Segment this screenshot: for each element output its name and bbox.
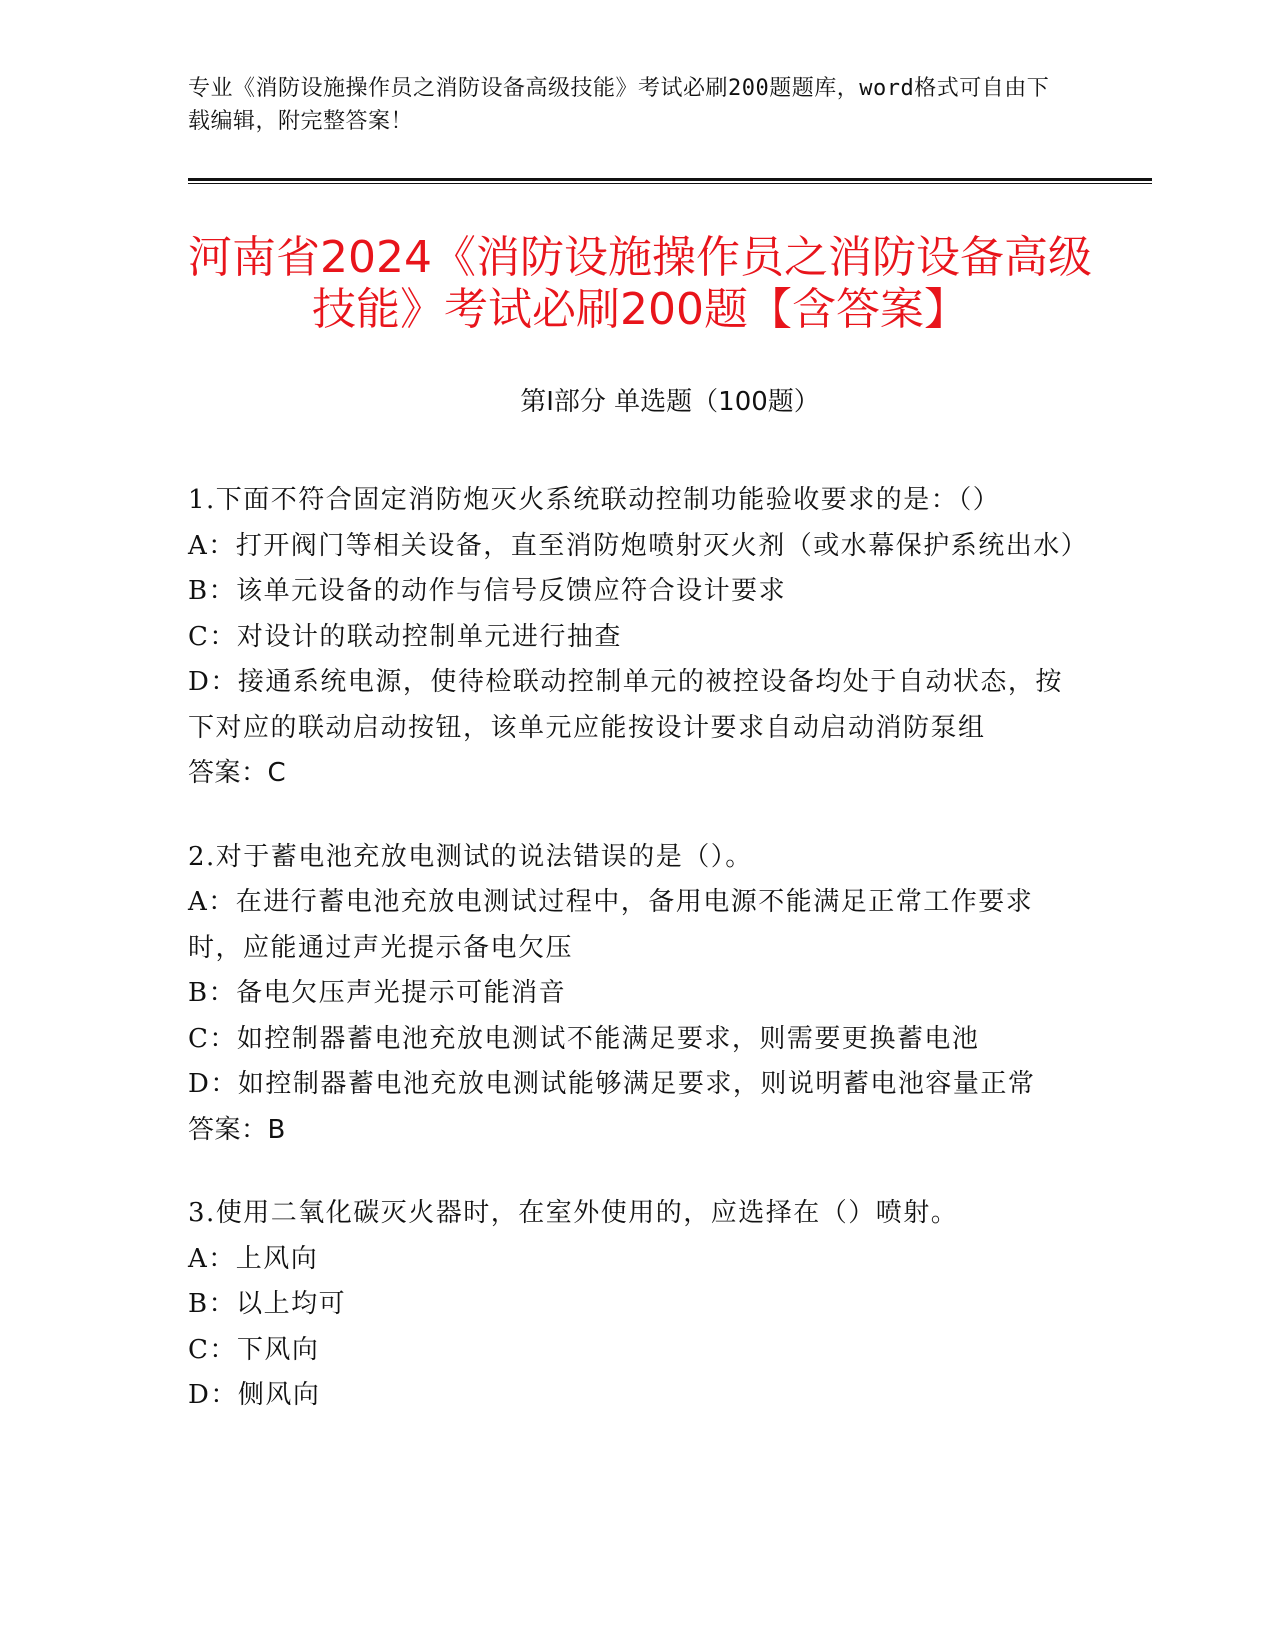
header-divider-thick — [188, 178, 1152, 181]
option-a: A：在进行蓄电池充放电测试过程中，备用电源不能满足正常工作要求时，应能通过声光提示备电欠压 — [188, 887, 1034, 963]
question-1 — [188, 478, 1089, 797]
header-divider-thin — [188, 183, 1152, 184]
option-b: B：该单元设备的动作与信号反馈应符合设计要求 — [188, 576, 787, 606]
option-c: C：下风向 — [188, 1334, 320, 1365]
option-d: D：接通系统电源，使待检联动控制单元的被控设备均处于自动状态，按下对应的联动启动按钮，该单元应能按设计要求自动启动消防泵组 — [188, 667, 1063, 743]
question-stem: 3.使用二氧化碳灭火器时，在室外使用的，应选择在（）喷射。 — [188, 1198, 959, 1228]
header-note: 专业《消防设施操作员之消防设备高级技能》考试必刷200题题库，word格式可自由下载编辑，附完整答案！ — [188, 76, 1050, 134]
question-2 — [188, 835, 1078, 1154]
option-d: D：如控制器蓄电池充放电测试能够满足要求，则说明蓄电池容量正常 — [188, 1069, 1036, 1099]
option-a: A：打开阀门等相关设备，直至消防炮喷射灭火剂（或水幕保护系统出水） — [188, 530, 1089, 561]
option-c: C：如控制器蓄电池充放电测试不能满足要求，则需要更换蓄电池 — [188, 1023, 980, 1054]
option-a: A：上风向 — [188, 1243, 319, 1274]
section-heading: 第Ⅰ部分 单选题（100题） — [520, 387, 820, 417]
question-list — [188, 478, 1089, 1457]
document-title: 河南省2024《消防设施操作员之消防设备高级技能》考试必刷200题【含答案】 — [188, 232, 1092, 335]
option-b: B：备电欠压声光提示可能消音 — [188, 978, 567, 1008]
option-b: B：以上均可 — [188, 1289, 347, 1319]
option-c: C：对设计的联动控制单元进行抽查 — [188, 621, 622, 652]
option-d: D：侧风向 — [188, 1380, 321, 1410]
answer-line: 答案：B — [188, 1114, 286, 1145]
question-3 — [188, 1191, 1078, 1419]
question-stem: 2.对于蓄电池充放电测试的说法错误的是（）。 — [188, 841, 753, 872]
answer-line: 答案：C — [188, 758, 287, 788]
question-stem: 1.下面不符合固定消防炮灭火系统联动控制功能验收要求的是：（） — [188, 485, 1001, 515]
